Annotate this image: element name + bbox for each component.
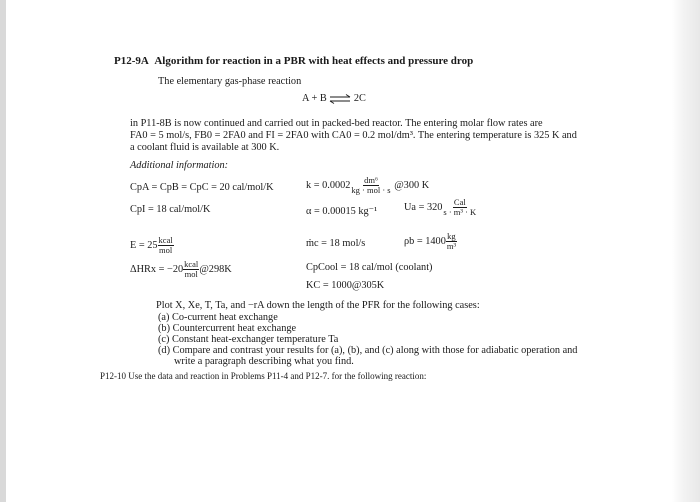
pressure-drop-parameter: α = 0.00015 kg⁻¹: [306, 206, 378, 217]
paragraph-line-1: in P11-8B is now continued and carried out in packed-bed reactor. The entering molar flow rates are: [130, 118, 543, 129]
paragraph-line-3: a coolant fluid is available at 300 K.: [130, 142, 280, 153]
equilibrium-constant: KC = 1000@305K: [306, 280, 385, 291]
case-d-continued: write a paragraph describing what you find.: [174, 356, 354, 367]
problem-number: P12-9A: [114, 55, 149, 67]
case-a: (a) Co-current heat exchange: [158, 312, 278, 323]
paragraph-line-2: FA0 = 5 mol/s, FB0 = 2FA0 and FI = 2FA0 with CA0 = 0.2 mol/dm³. The entering temperature is 325 K and: [130, 130, 577, 141]
equilibrium-arrows-icon: [329, 94, 351, 104]
coolant-flow-rate: ṁc = 18 mol/s: [306, 238, 366, 249]
bulk-density-units: $\frac{kg}{\text{m³}}$: [446, 231, 457, 251]
plot-instructions: Plot X, Xe, T, Ta, and −rA down the length of the PFR for the following cases:: [156, 300, 480, 311]
heat-capacity-abc: CpA = CpB = CpC = 20 cal/mol/K: [130, 182, 274, 193]
reaction-equation: [302, 93, 366, 106]
intro-text: The elementary gas-phase reaction: [158, 76, 302, 87]
next-problem-cutoff: [100, 370, 427, 381]
heat-of-reaction-reference: @298K: [199, 263, 232, 275]
heat-of-reaction-value: ΔHRx = −20: [130, 263, 184, 275]
heat-capacity-inert: CpI = 18 cal/mol/K: [130, 204, 211, 215]
reaction-left: A + B: [302, 93, 327, 104]
heat-transfer-value: Ua = 320: [404, 201, 443, 213]
heat-of-reaction: [130, 260, 232, 279]
case-d: (d) Compare and contrast your results for (a), (b), and (c) along with those for adiabatic operation and: [158, 345, 578, 356]
rate-constant-units: $\frac{\text{dm⁶}}{\text{kg · mol · s}}$: [351, 175, 391, 195]
problem-heading: [114, 55, 473, 69]
bulk-density: [404, 232, 457, 251]
additional-info-label: Additional information:: [130, 160, 229, 171]
reaction-right: 2C: [353, 93, 366, 104]
case-b: (b) Countercurrent heat exchange: [158, 323, 297, 334]
heat-transfer-coefficient: [404, 198, 477, 217]
heat-transfer-units: $\frac{\text{Cal}}{\text{s · m³ · K}}$: [443, 197, 477, 217]
right-page-edge: [672, 0, 700, 502]
rate-constant-temperature: @300 K: [394, 179, 430, 191]
rate-constant: [306, 176, 429, 195]
rate-constant-value: k = 0.0002: [306, 179, 351, 191]
activation-energy-value: E = 25: [130, 239, 158, 251]
left-page-edge: [0, 0, 6, 502]
activation-energy-units: $\frac{\text{kcal}}{\text{mol}}$: [158, 235, 173, 255]
case-c: (c) Constant heat-exchanger temperature Ta: [158, 334, 339, 345]
problem-title: Algorithm for reaction in a PBR with heat effects and pressure drop: [154, 55, 474, 67]
bulk-density-value: ρb = 1400: [404, 235, 446, 247]
heat-of-reaction-units: $\frac{\text{kcal}}{\text{mol}}$: [184, 259, 199, 279]
next-problem-text: P12-10 Use the data and reaction in Problems P11-4 and P12-7. for the following reaction:: [100, 371, 427, 381]
activation-energy: [130, 236, 174, 255]
coolant-heat-capacity: CpCool = 18 cal/mol (coolant): [306, 262, 433, 273]
